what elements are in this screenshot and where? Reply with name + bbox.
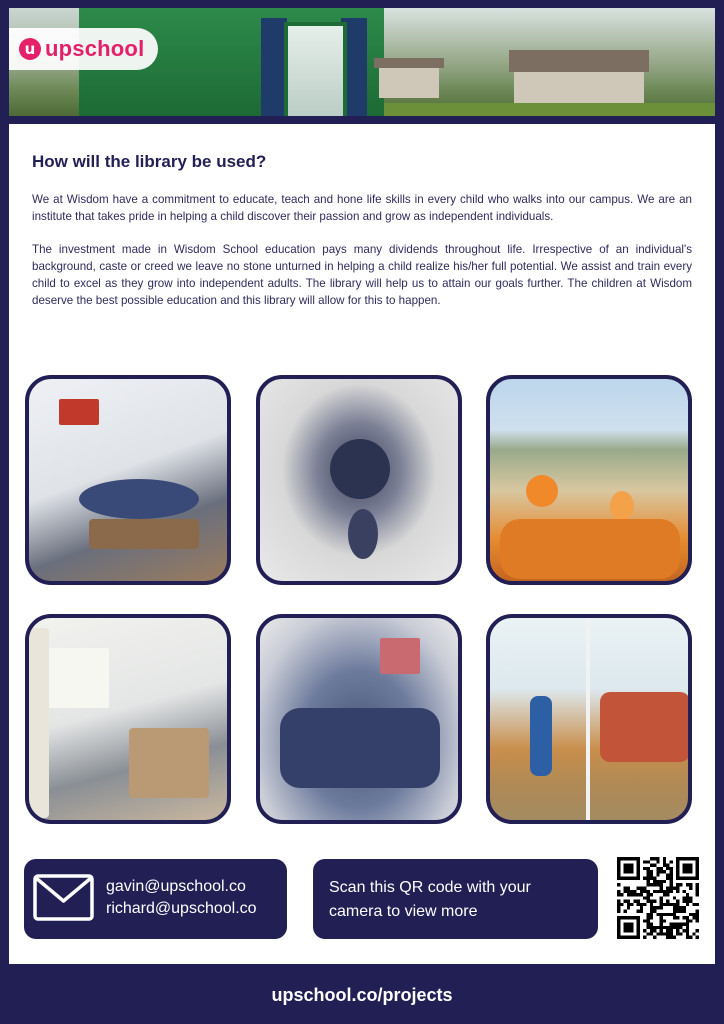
house-roof bbox=[509, 50, 649, 72]
contact-box bbox=[24, 859, 287, 939]
photo-classroom-desks bbox=[25, 614, 231, 824]
photo-students-holding-drawings bbox=[256, 614, 462, 824]
footer-url-link[interactable]: upschool.co/projects bbox=[271, 985, 453, 1005]
photo-teachers-flag bbox=[486, 614, 692, 824]
house-roof bbox=[374, 58, 444, 68]
email-gavin[interactable]: gavin@upschool.co bbox=[106, 878, 246, 895]
email-richard[interactable]: richard@upschool.co bbox=[106, 900, 257, 917]
paragraph-investment: The investment made in Wisdom School education pays many dividends throughout life. Irrespective of an individual's background, caste or creed we leave no stone unturned in helping a child realize his/her full potential. We assist and train every child to excel as they grow into independent adults. The library will help us to attain our goals further. The children at Wisdom deserve the best possible education and this library will allow for this to happen. bbox=[32, 243, 692, 307]
qr-code-icon[interactable] bbox=[617, 857, 699, 939]
qr-instructions-box bbox=[313, 859, 598, 939]
house bbox=[379, 68, 439, 98]
upschool-logo-text: upschool bbox=[45, 36, 145, 61]
mail-icon bbox=[33, 874, 94, 921]
house bbox=[514, 72, 644, 106]
qr-instructions-text: Scan this QR code with your camera to view more bbox=[329, 879, 531, 920]
photo-students-floor-formation bbox=[256, 375, 462, 585]
section-heading: How will the library be used? bbox=[32, 152, 267, 171]
photo-children-balloons bbox=[486, 375, 692, 585]
upschool-logo-icon: u bbox=[19, 38, 41, 60]
photo-classroom-students bbox=[25, 375, 231, 585]
paragraph-commitment: We at Wisdom have a commitment to educate, teach and hone life skills in every child who walks into our campus. We are an institute that takes pride in helping a child discover their passion and grow as independent individuals. bbox=[32, 193, 692, 223]
ground bbox=[384, 103, 715, 116]
content-panel bbox=[9, 124, 715, 964]
upschool-logo[interactable] bbox=[9, 28, 158, 70]
hero-banner-image bbox=[9, 8, 715, 116]
container-window bbox=[284, 22, 347, 116]
email-list bbox=[106, 876, 257, 920]
